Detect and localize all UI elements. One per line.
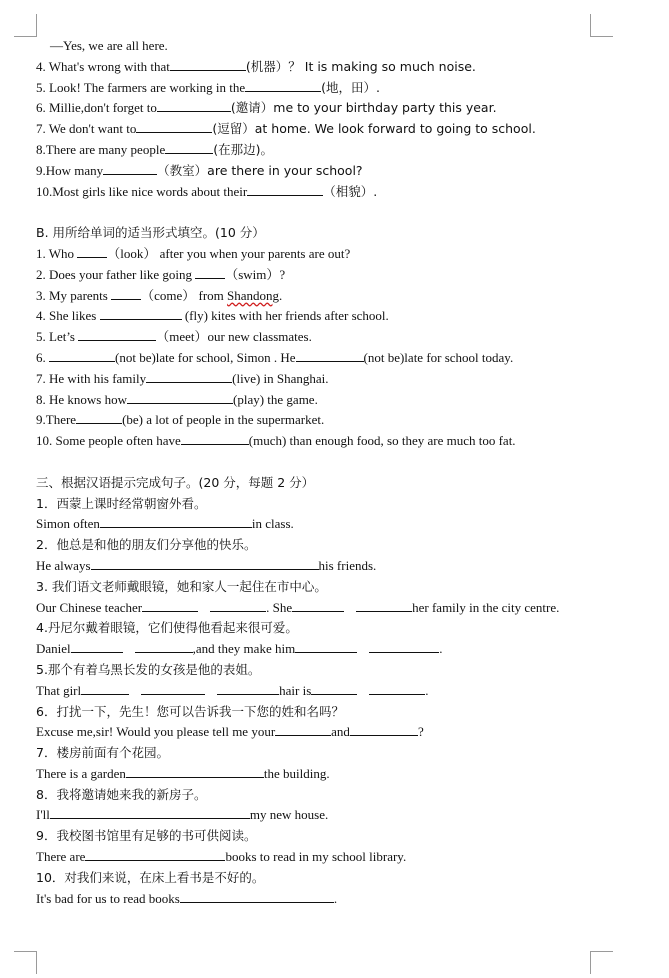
item-text: 5. Look! The farmers are working in the bbox=[36, 79, 246, 95]
item-text: (机器）？ It is making so much noise. bbox=[245, 58, 476, 74]
answer-blank[interactable] bbox=[170, 57, 246, 71]
part-b-item-8 bbox=[36, 390, 606, 411]
answer-blank[interactable] bbox=[100, 306, 182, 320]
item-text: (地，田）. bbox=[321, 79, 380, 95]
item-text: (在那边)。 bbox=[213, 141, 273, 157]
item-text: 7. We don't want to bbox=[36, 121, 137, 137]
answer-blank[interactable] bbox=[142, 598, 198, 612]
item-text: (live) in Shanghai. bbox=[232, 370, 329, 386]
item-text: （come） from bbox=[141, 287, 224, 303]
item-text: . bbox=[279, 287, 283, 303]
answer-blank[interactable] bbox=[195, 265, 225, 279]
section-3-heading: 三、根据汉语提示完成句子。(20 分，每题 2 分） bbox=[36, 474, 315, 490]
item-text: There are bbox=[36, 849, 86, 865]
answer-blank[interactable] bbox=[275, 722, 331, 736]
item-text: 8.There are many people bbox=[36, 141, 166, 157]
item-text: 3. My parents bbox=[36, 287, 108, 303]
answer-blank[interactable] bbox=[296, 348, 364, 362]
spacer bbox=[36, 202, 606, 223]
item-text: 6. Millie,don't forget to bbox=[36, 100, 157, 116]
crop-mark-bottom-left bbox=[14, 951, 37, 974]
answer-blank[interactable] bbox=[126, 764, 264, 778]
part-3-prompt-2: 2．他总是和他的朋友们分享他的快乐。 bbox=[36, 537, 257, 553]
part-b-item-10 bbox=[36, 431, 606, 452]
part-3-answer-10 bbox=[36, 889, 606, 910]
answer-blank[interactable] bbox=[141, 681, 205, 695]
part-b-item-2 bbox=[36, 265, 606, 286]
item-text: (much) than enough food, so they are much too fat. bbox=[248, 433, 516, 449]
part-3-answer-4 bbox=[36, 639, 606, 660]
item-text: her family in the city centre. bbox=[412, 599, 560, 615]
item-text: 9.There bbox=[36, 412, 77, 428]
part-a-item-6 bbox=[36, 98, 606, 119]
answer-text: —Yes, we are all here. bbox=[50, 38, 168, 53]
item-text: There is a garden bbox=[36, 765, 126, 781]
item-text: Our Chinese teacher bbox=[36, 599, 143, 615]
part-3-answer-9 bbox=[36, 847, 606, 868]
answer-blank[interactable] bbox=[49, 348, 115, 362]
answer-blank[interactable] bbox=[369, 639, 439, 653]
part-a-item-8 bbox=[36, 140, 606, 161]
item-text: 9.How many bbox=[36, 162, 104, 178]
item-text: It's bad for us to read books bbox=[36, 890, 180, 906]
item-text: I'll bbox=[36, 807, 50, 823]
item-text: (邀请）me to your birthday party this year. bbox=[230, 100, 497, 116]
answer-blank[interactable] bbox=[217, 681, 279, 695]
item-text: (play) the game. bbox=[233, 391, 318, 407]
section-b-heading: B. 用所给单词的适当形式填空。(10 分） bbox=[36, 225, 265, 241]
item-text: . bbox=[333, 890, 338, 906]
item-text: Daniel bbox=[36, 641, 71, 657]
item-text: （教室）are there in your school? bbox=[157, 162, 363, 178]
answer-line bbox=[36, 36, 606, 57]
item-text: ,and they make him bbox=[192, 641, 296, 657]
answer-blank[interactable] bbox=[146, 369, 232, 383]
answer-blank[interactable] bbox=[111, 286, 141, 300]
part-a-item-9 bbox=[36, 161, 606, 182]
part-b-item-4 bbox=[36, 306, 606, 327]
worksheet-page bbox=[36, 36, 606, 909]
item-text: his friends. bbox=[318, 557, 377, 573]
part-b-item-1 bbox=[36, 244, 606, 265]
answer-blank[interactable] bbox=[76, 410, 122, 424]
item-text: in class. bbox=[251, 516, 294, 532]
answer-blank[interactable] bbox=[165, 140, 213, 154]
item-text: 4. What's wrong with that bbox=[36, 58, 170, 74]
item-text: 4. She likes bbox=[36, 308, 97, 324]
item-text: That girl bbox=[36, 682, 82, 698]
item-text: 8. He knows how bbox=[36, 391, 127, 407]
item-text: Simon often bbox=[36, 516, 100, 532]
part-3-answer-5 bbox=[36, 681, 606, 702]
part-3-prompt-5: 5.那个有着乌黑长发的女孩是他的表姐。 bbox=[36, 661, 261, 677]
part-3-answer-8 bbox=[36, 805, 606, 826]
part-3-prompt-9: 9．我校图书馆里有足够的书可供阅读。 bbox=[36, 828, 257, 844]
item-text: . bbox=[425, 682, 429, 698]
part-3-answer-2 bbox=[36, 556, 606, 577]
part-3-prompt-7: 7．楼房前面有个花园。 bbox=[36, 745, 169, 761]
part-3-answer-6 bbox=[36, 722, 606, 743]
answer-blank[interactable] bbox=[100, 514, 252, 528]
item-text: （相貌）. bbox=[323, 183, 378, 199]
answer-blank[interactable] bbox=[71, 639, 123, 653]
part-3-prompt-3: 3. 我们语文老师戴眼镜，她和家人一起住在市中心。 bbox=[36, 578, 327, 594]
crop-mark-top-left bbox=[14, 14, 37, 37]
answer-blank[interactable] bbox=[135, 639, 193, 653]
answer-blank[interactable] bbox=[210, 598, 266, 612]
answer-blank[interactable] bbox=[369, 681, 425, 695]
answer-blank[interactable] bbox=[292, 598, 344, 612]
item-text: 2. Does your father like going bbox=[36, 266, 192, 282]
answer-blank[interactable] bbox=[356, 598, 412, 612]
part-a-item-4 bbox=[36, 57, 606, 78]
answer-blank[interactable] bbox=[85, 847, 225, 861]
part-a-item-10 bbox=[36, 182, 606, 203]
item-text: . bbox=[439, 641, 443, 657]
item-text: (not be)late for school today. bbox=[363, 349, 514, 365]
item-text: (fly) kites with her friends after school. bbox=[184, 308, 389, 324]
answer-blank[interactable] bbox=[311, 681, 357, 695]
item-text: hair is bbox=[279, 682, 312, 698]
answer-blank[interactable] bbox=[91, 556, 319, 570]
part-b-item-6 bbox=[36, 348, 606, 369]
answer-blank[interactable] bbox=[157, 98, 231, 112]
item-text: 7. He with his family bbox=[36, 370, 147, 386]
answer-blank[interactable] bbox=[50, 805, 250, 819]
crop-mark-bottom-right bbox=[590, 951, 613, 974]
item-text: my new house. bbox=[249, 807, 329, 823]
part-3-prompt-10: 10．对我们来说，在床上看书是不好的。 bbox=[36, 869, 265, 885]
answer-blank[interactable] bbox=[180, 889, 334, 903]
spacer bbox=[36, 452, 606, 473]
item-text: and bbox=[331, 724, 350, 740]
part-3-answer-1 bbox=[36, 514, 606, 535]
item-text: (逗留）at home. We look forward to going to school. bbox=[212, 121, 536, 137]
crop-mark-top-right bbox=[590, 14, 613, 37]
answer-blank[interactable] bbox=[103, 161, 157, 175]
answer-blank[interactable] bbox=[295, 639, 357, 653]
part-b-item-3 bbox=[36, 286, 606, 307]
part-b-item-7 bbox=[36, 369, 606, 390]
place-name: Shandong bbox=[227, 287, 280, 303]
item-text: . She bbox=[266, 599, 293, 615]
part-3-prompt-6: 6．打扰一下，先生！您可以告诉我一下您的姓和名吗？ bbox=[36, 703, 344, 719]
part-3-prompt-4: 4.丹尼尔戴着眼镜，它们使得他看起来很可爱。 bbox=[36, 620, 298, 636]
part-3-answer-3 bbox=[36, 598, 606, 619]
item-text: ? bbox=[417, 724, 424, 740]
item-text: （look） after you when your parents are out? bbox=[107, 245, 351, 261]
part-3-prompt-1: 1．西蒙上课时经常朝窗外看。 bbox=[36, 495, 207, 511]
answer-blank[interactable] bbox=[245, 78, 321, 92]
answer-blank[interactable] bbox=[81, 681, 129, 695]
part-3-prompt-8: 8．我将邀请她来我的新房子。 bbox=[36, 786, 207, 802]
item-text: 1. Who bbox=[36, 245, 75, 261]
part-a-item-7 bbox=[36, 119, 606, 140]
item-text: （meet）our new classmates. bbox=[156, 329, 312, 345]
item-text: (not be)late for school, Simon . He bbox=[115, 349, 296, 365]
answer-blank[interactable] bbox=[136, 119, 212, 133]
item-text: (be) a lot of people in the supermarket. bbox=[122, 412, 325, 428]
part-b-item-5 bbox=[36, 327, 606, 348]
part-b-item-9 bbox=[36, 410, 606, 431]
item-text: Excuse me,sir! Would you please tell me your bbox=[36, 724, 276, 740]
item-text: （swim）? bbox=[225, 266, 286, 282]
item-text: He always bbox=[36, 557, 91, 573]
item-text: 5. Let’s bbox=[36, 329, 75, 345]
item-text: 10.Most girls like nice words about their bbox=[36, 183, 248, 199]
answer-blank[interactable] bbox=[78, 327, 156, 341]
answer-blank[interactable] bbox=[77, 244, 107, 258]
answer-blank[interactable] bbox=[127, 390, 233, 404]
answer-blank[interactable] bbox=[350, 722, 418, 736]
item-text: books to read in my school library. bbox=[225, 849, 407, 865]
answer-blank[interactable] bbox=[181, 431, 249, 445]
part-3-answer-7 bbox=[36, 764, 606, 785]
item-text: the building. bbox=[263, 765, 330, 781]
item-text: 6. bbox=[36, 349, 46, 365]
item-text: 10. Some people often have bbox=[36, 433, 181, 449]
answer-blank[interactable] bbox=[247, 182, 323, 196]
part-a-item-5 bbox=[36, 78, 606, 99]
